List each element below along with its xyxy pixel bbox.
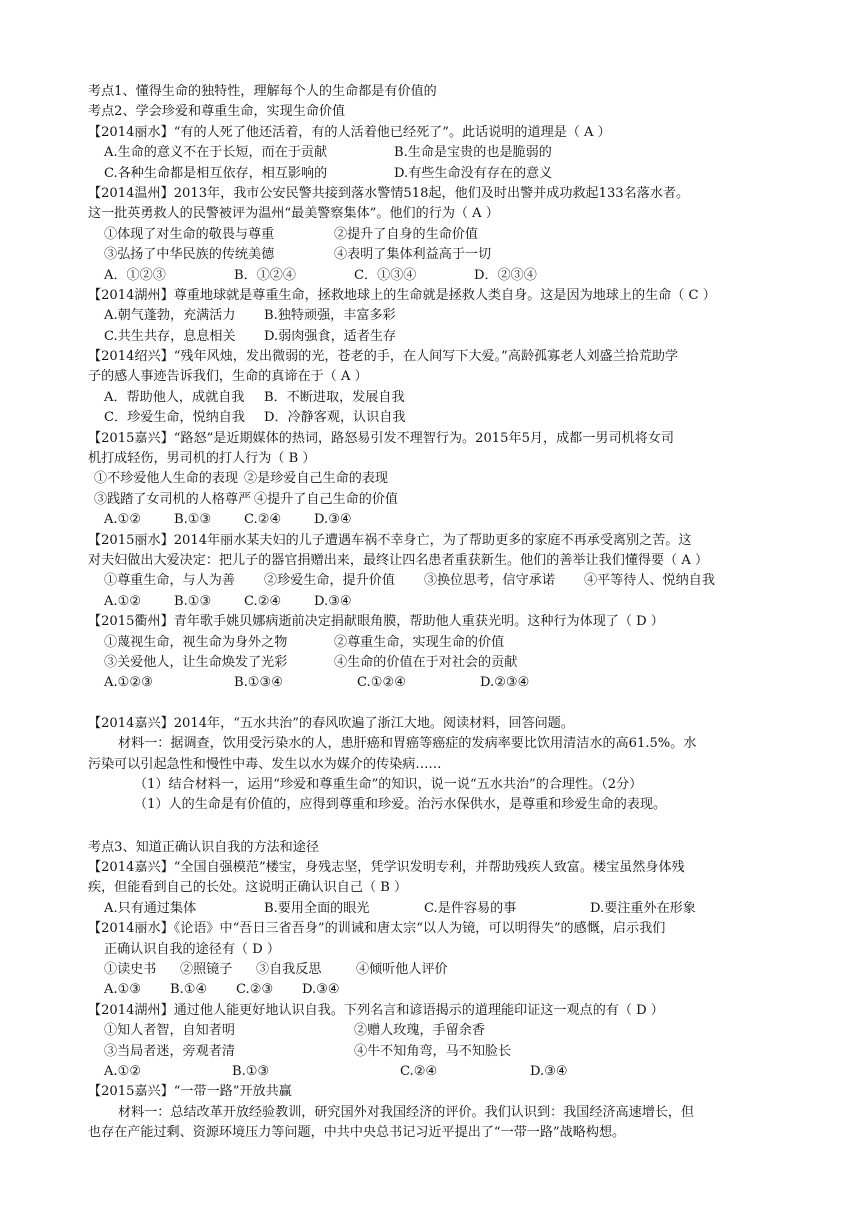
statement: ④平等待人、悦纳自我 — [584, 573, 715, 589]
material-text: 材料一：据调查，饮用受污染水的人，患肝癌和胃癌等癌症的发病率要比饮用清洁水的高61.5%。水 — [118, 736, 697, 752]
option: A．①②③ — [104, 267, 166, 283]
question-stem: 【2015嘉兴】“路怒”是近期媒体的热词，路怒易引发不理智行为。2015年5月，成都一男司机将女司 — [88, 430, 674, 446]
option: D.弱肉强食，适者生存 — [264, 328, 397, 344]
statement: ①蔑视生命，视生命为身外之物 — [104, 634, 288, 650]
option: A.只有通过集体 — [104, 900, 197, 916]
statement-row — [88, 225, 788, 245]
statement-row — [88, 633, 788, 653]
statement-row — [88, 469, 788, 489]
question-stem: 【2014嘉兴】2014年，“五水共治”的春风吹遍了浙江大地。阅读材料，回答问题。 — [88, 715, 574, 731]
statement: ②赠人玫瑰，手留余香 — [354, 1023, 485, 1039]
statement: ②提升了自身的生命价值 — [334, 226, 479, 242]
statement: ①体现了对生命的敬畏与尊重 — [104, 226, 275, 242]
material-text-cont: 污染可以引起急性和慢性中毒、发生以水为媒介的传染病…… — [88, 756, 442, 772]
question-stem: 【2014丽水】《论语》中“吾日三省吾身”的训诫和唐太宗“以人为镜，可以明得失”的感慨，启示我们 — [88, 921, 666, 937]
option: B.独特顽强，丰富多彩 — [264, 308, 396, 324]
option: D.③④ — [314, 593, 352, 609]
question-stem-cont: 子的感人事迹告诉我们，生命的真谛在于（ A ） — [88, 369, 368, 385]
option: A.①② — [104, 593, 142, 609]
statement: ②是珍爱自己生命的表现 — [244, 471, 389, 487]
option: B.①③④ — [234, 675, 283, 691]
question-stem-cont: 机打成轻伤，男司机的打人行为（ B ） — [88, 451, 316, 467]
question-stem: 【2014温州】2013年，我市公安民警共接到落水警情518起，他们及时出警并成功救起133名落水者。 — [88, 185, 690, 201]
option: C．①③④ — [354, 267, 417, 283]
option: A.朝气蓬勃，充满活力 — [104, 308, 236, 324]
option: A.生命的意义不在于长短，而在于贡献 — [104, 145, 328, 161]
option: D.有些生命没有存在的意义 — [394, 165, 553, 181]
option-row — [88, 899, 788, 919]
question-stem-cont: 疾，但能看到自己的长处。这说明正确认识自己（ B ） — [88, 880, 408, 896]
option-row — [88, 1062, 788, 1082]
statement-row — [88, 571, 788, 591]
statement: ②珍爱生命，提升价值 — [264, 573, 395, 589]
question-stem: 【2015丽水】2014年丽水某夫妇的儿子遭遇车祸不幸身亡，为了帮助更多的家庭不再承受离别之苦。这 — [88, 532, 692, 548]
option: B.①④ — [170, 982, 208, 998]
statement: ③关爱他人，让生命焕发了光彩 — [104, 654, 288, 670]
statement: ①知人者智，自知者明 — [104, 1023, 235, 1039]
spacer — [88, 694, 788, 714]
question-stem-cont: 对夫妇做出大爱决定：把儿子的器官捐赠出来，最终让四名患者重获新生。他们的善举让我们懂得要（ A ） — [88, 552, 709, 568]
option-row — [88, 388, 788, 408]
heading-kaodian-3: 考点3、知道正确认识自我的方法和途径 — [88, 839, 319, 855]
statement: ④提升了自己生命的价值 — [254, 491, 399, 507]
answer-text: （1）人的生命是有价值的，应得到尊重和珍爱。治污水保供水，是尊重和珍爱生命的表现。 — [134, 797, 667, 813]
option: B．①②④ — [234, 267, 296, 283]
option-row — [88, 510, 788, 530]
statement: ②照镜子 — [180, 962, 233, 978]
option-row — [88, 327, 788, 347]
option: D.③④ — [302, 982, 340, 998]
statement: ④倾听他人评价 — [356, 962, 448, 978]
question-stem: 【2014嘉兴】“全国自强模范”楼宝，身残志坚，凭学识发明专利，并帮助残疾人致富。楼宝虽然身体残 — [88, 860, 685, 876]
option: B.①③ — [174, 512, 212, 528]
question-stem-cont: 正确认识自我的途径有（ D ） — [104, 941, 280, 957]
option: D.③④ — [314, 512, 352, 528]
statement-row — [88, 490, 788, 510]
question-stem: 【2015嘉兴】“一带一路”开放共赢 — [88, 1084, 292, 1100]
option: A.①② — [104, 1063, 142, 1079]
option: B.要用全面的眼光 — [264, 900, 370, 916]
option: A.①③ — [104, 982, 142, 998]
option-row — [88, 164, 788, 184]
option: A．帮助他人，成就自我 — [104, 389, 245, 405]
option: D.③④ — [530, 1063, 568, 1079]
option-row — [88, 306, 788, 326]
spacer — [88, 816, 788, 838]
option: B.①③ — [174, 593, 212, 609]
option: D.要注重外在形象 — [590, 900, 696, 916]
statement-row — [88, 245, 788, 265]
option: D．②③④ — [474, 267, 537, 283]
statement-row — [88, 653, 788, 673]
option: C.共生共存，息息相关 — [104, 328, 236, 344]
option: A.①② — [104, 512, 142, 528]
question-stem: 【2014丽水】“有的人死了他还活着，有的人活着他已经死了”。此话说明的道理是（ A ） — [88, 124, 611, 140]
question-stem: 【2014湖州】尊重地球就是尊重生命，拯救地球上的生命就是拯救人类自身。这是因为地球上的生命（ C ） — [88, 287, 716, 303]
statement: ①不珍爱他人生命的表现 — [94, 471, 239, 487]
option: C.②③ — [236, 982, 274, 998]
option: A.①②③ — [104, 675, 153, 691]
statement-row — [88, 1042, 788, 1062]
option: C.是件容易的事 — [424, 900, 517, 916]
question-stem: 【2014绍兴】“残年风烛，发出微弱的光，苍老的手，在人间写下大爱。”高龄孤寡老人刘盛兰拾荒助学 — [88, 349, 679, 365]
option: C.②④ — [244, 512, 282, 528]
option: C.各种生命都是相互依存，相互影响的 — [104, 165, 328, 181]
option-row — [88, 980, 788, 1000]
option-row — [88, 592, 788, 612]
statement: ④牛不知角弯，马不知脸长 — [354, 1043, 512, 1059]
option: B．不断进取，发展自我 — [264, 389, 405, 405]
option: C．珍爱生命，悦纳自我 — [104, 410, 245, 426]
statement: ③弘扬了中华民族的传统美德 — [104, 247, 275, 263]
option-row — [88, 143, 788, 163]
option: B.①③ — [232, 1063, 270, 1079]
statement: ④表明了集体利益高于一切 — [334, 247, 492, 263]
option: D.②③④ — [480, 675, 530, 691]
sub-question: （1）结合材料一，运用“珍爱和尊重生命”的知识，说一说“五水共治”的合理性。（2分） — [134, 776, 643, 792]
option: C.①②④ — [357, 675, 406, 691]
option: D．冷静客观，认识自我 — [264, 410, 406, 426]
material-text: 材料一：总结改革开放经验教训，研究国外对我国经济的评价。我们认识到：我国经济高速增长，但 — [118, 1104, 695, 1120]
option: C.②④ — [244, 593, 282, 609]
statement: ③践踏了女司机的人格尊严 — [94, 491, 252, 507]
statement: ②尊重生命，实现生命的价值 — [334, 634, 505, 650]
material-text-cont: 也存在产能过剩、资源环境压力等问题，中共中央总书记习近平提出了“一带一路”战略构想。 — [88, 1125, 626, 1141]
option: B.生命是宝贵的也是脆弱的 — [394, 145, 552, 161]
statement-row — [88, 1021, 788, 1041]
option-row — [88, 266, 788, 286]
question-stem-cont: 这一批英勇救人的民警被评为温州“最美警察集体”。他们的行为（ A ） — [88, 206, 499, 222]
question-stem: 【2014湖州】通过他人能更好地认识自我。下列名言和谚语揭示的道理能印证这一观点的有（ D ） — [88, 1002, 664, 1018]
statement: ③自我反思 — [256, 962, 322, 978]
option: C.②④ — [400, 1063, 438, 1079]
statement-row — [88, 960, 788, 980]
statement: ①尊重生命，与人为善 — [104, 573, 235, 589]
statement: ③换位思考，信守承诺 — [424, 573, 555, 589]
heading-kaodian-1: 考点1、懂得生命的独特性，理解每个人的生命都是有价值的 — [88, 84, 437, 99]
document-page — [88, 82, 788, 1144]
statement: ③当局者迷，旁观者清 — [104, 1043, 235, 1059]
question-stem: 【2015衢州】青年歌手姚贝娜病逝前决定捐献眼角膜，帮助他人重获光明。这种行为体现了（ D ） — [88, 614, 664, 630]
statement: ①读史书 — [104, 962, 157, 978]
option-row — [88, 673, 788, 693]
statement: ④生命的价值在于对社会的贡献 — [334, 654, 518, 670]
option-row — [88, 408, 788, 428]
heading-kaodian-2: 考点2、学会珍爱和尊重生命，实现生命价值 — [88, 104, 346, 120]
